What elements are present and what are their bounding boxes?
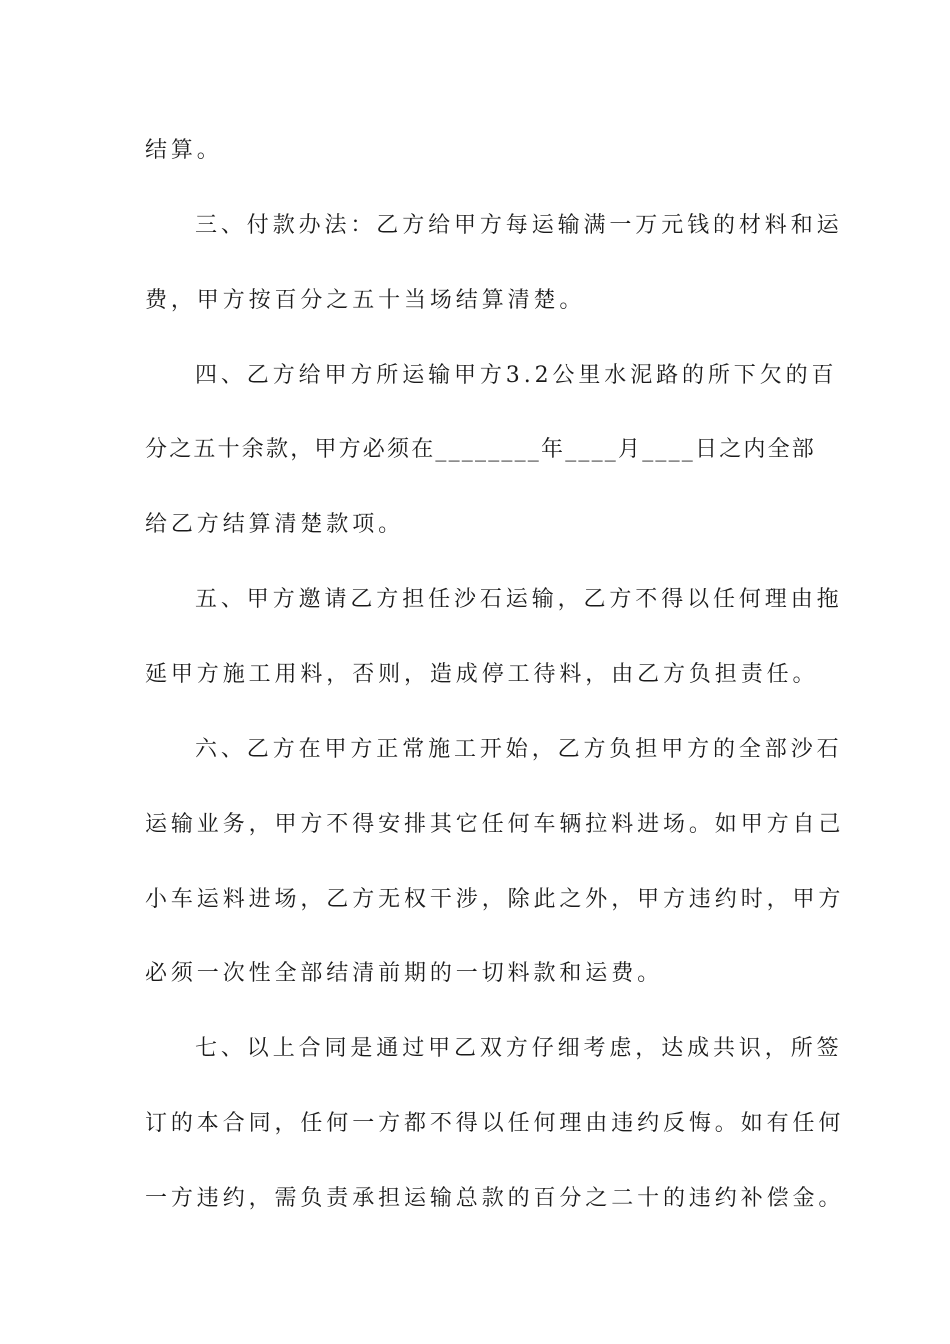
text-line: 订的本合同，任何一方都不得以任何理由违约反悔。如有任何	[145, 1111, 845, 1136]
text-line: 一方违约，需负责承担运输总款的百分之二十的违约补偿金。	[145, 1186, 845, 1211]
text-line: 结算。	[145, 138, 223, 163]
clause-4-heading-line: 四、乙方给甲方所运输甲方3.2公里水泥路的所下欠的百	[195, 363, 838, 388]
clause-5-heading-line: 五、甲方邀请乙方担任沙石运输，乙方不得以任何理由拖	[195, 587, 843, 612]
text-line: 费，甲方按百分之五十当场结算清楚。	[145, 288, 586, 313]
clause-6-heading-line: 六、乙方在甲方正常施工开始，乙方负担甲方的全部沙石	[195, 737, 843, 762]
text-line: 运输业务，甲方不得安排其它任何车辆拉料进场。如甲方自己	[145, 812, 845, 837]
clause-3-heading-line: 三、付款办法：乙方给甲方每运输满一万元钱的材料和运	[195, 213, 843, 238]
text-line: 延甲方施工用料，否则，造成停工待料，由乙方负担责任。	[145, 662, 819, 687]
text-line: 给乙方结算清楚款项。	[145, 512, 405, 537]
text-line: 分之五十余款，甲方必须在________年____月____日之内全部	[145, 437, 817, 462]
text-line: 必须一次性全部结清前期的一切料款和运费。	[145, 961, 664, 986]
clause-7-heading-line: 七、以上合同是通过甲乙双方仔细考虑，达成共识，所签	[195, 1036, 843, 1061]
text-line: 小车运料进场，乙方无权干涉，除此之外，甲方违约时，甲方	[145, 887, 845, 912]
